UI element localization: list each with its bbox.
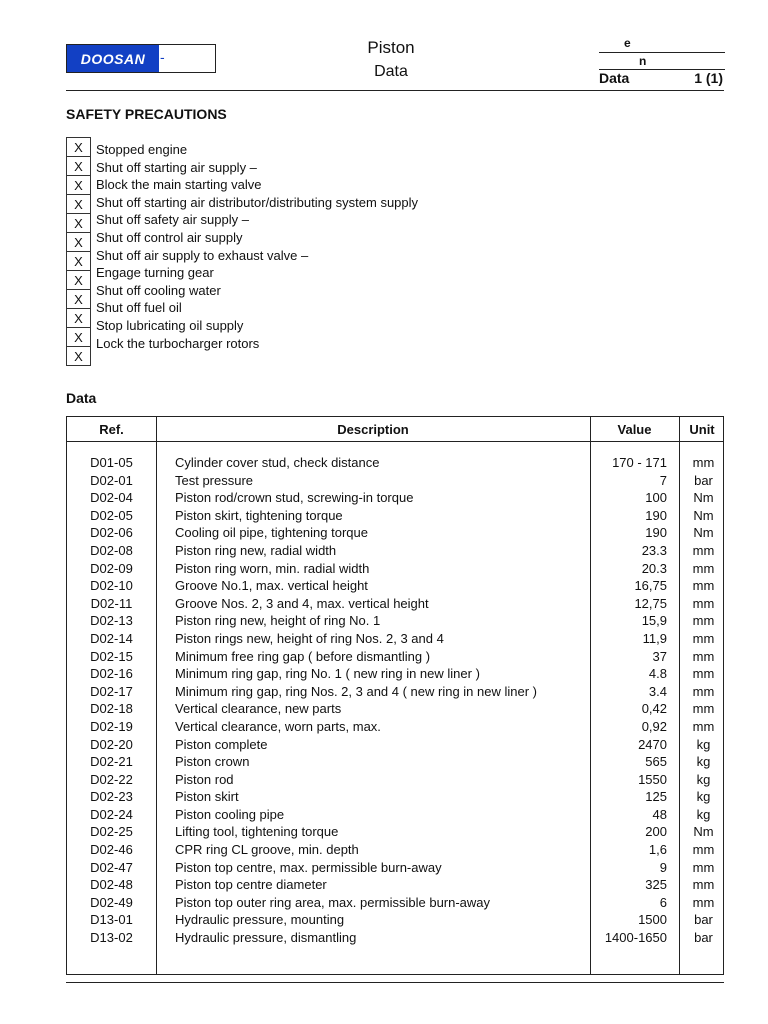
logo-text: DOOSAN (80, 50, 146, 67)
safety-checkbox-column (66, 138, 91, 366)
row-description: Piston skirt, tightening torque (175, 507, 343, 523)
row-description: Cooling oil pipe, tightening torque (175, 525, 368, 541)
row-unit: mm (692, 648, 715, 664)
row-ref: D02-06 (90, 525, 133, 541)
row-ref: D02-10 (90, 578, 133, 594)
row-ref: D02-20 (90, 736, 133, 752)
table-row (67, 595, 723, 613)
safety-list (96, 141, 418, 352)
header-rule (66, 90, 724, 91)
row-unit: mm (692, 630, 715, 646)
row-unit: mm (692, 595, 715, 611)
row-description: Piston top outer ring area, max. permissible burn-away (175, 894, 491, 910)
row-unit: mm (692, 666, 715, 682)
row-ref: D02-46 (90, 842, 133, 858)
page-title: Piston (367, 38, 415, 57)
table-row (67, 859, 723, 877)
row-value: 0,42 (641, 701, 667, 717)
row-value: 125 (645, 789, 667, 805)
row-value: 37 (652, 648, 667, 664)
header-row-divider (67, 441, 723, 442)
table-row (67, 718, 723, 736)
row-ref: D02-17 (90, 683, 133, 699)
row-value: 4.8 (648, 666, 667, 682)
row-description: Vertical clearance, worn parts, max. (175, 718, 381, 734)
row-ref: D02-13 (90, 613, 133, 629)
row-value: 3.4 (648, 683, 667, 699)
row-unit: Nm (693, 507, 714, 523)
table-row (67, 472, 723, 490)
row-ref: D13-02 (90, 930, 133, 946)
row-value: 190 (645, 525, 667, 541)
safety-item: Shut off air supply to exhaust valve – (96, 247, 309, 263)
column-header-unit: Unit (689, 422, 715, 437)
row-unit: kg (696, 754, 711, 770)
table-row (67, 929, 723, 947)
column-header-description: Description (337, 422, 409, 437)
doc-code-top: e (624, 36, 631, 50)
safety-check: X (66, 137, 91, 157)
table-row (67, 876, 723, 894)
row-description: Piston top centre diameter (175, 877, 327, 893)
table-row (67, 683, 723, 701)
row-unit: Nm (693, 824, 714, 840)
row-unit: kg (696, 736, 711, 752)
safety-item: Lock the turbocharger rotors (96, 335, 260, 351)
section-label: Data (599, 70, 630, 86)
row-unit: mm (692, 542, 715, 558)
logo-dash: - (160, 49, 165, 65)
row-value: 12,75 (634, 595, 667, 611)
row-unit: mm (692, 701, 715, 717)
row-value: 11,9 (642, 630, 667, 646)
row-description: Hydraulic pressure, mounting (175, 912, 345, 928)
table-row (67, 454, 723, 472)
row-unit: mm (692, 578, 715, 594)
row-ref: D02-16 (90, 666, 133, 682)
row-unit: bar (694, 472, 713, 488)
safety-check: X (66, 346, 91, 366)
row-ref: D02-23 (90, 789, 133, 805)
safety-check: X (66, 289, 91, 309)
logo-background (67, 45, 159, 72)
row-value: 2470 (638, 736, 667, 752)
table-row (67, 489, 723, 507)
row-unit: Nm (693, 525, 714, 541)
row-unit: mm (692, 877, 715, 893)
safety-item: Stop lubricating oil supply (96, 317, 244, 333)
row-value: 20.3 (641, 560, 667, 576)
table-body (67, 454, 723, 947)
row-description: Piston crown (175, 754, 250, 770)
row-description: Cylinder cover stud, check distance (175, 455, 380, 470)
row-description: Piston top centre, max. permissible burn-away (175, 859, 442, 875)
row-ref: D02-19 (90, 718, 133, 734)
row-unit: mm (692, 560, 715, 576)
row-unit: kg (696, 806, 711, 822)
safety-check: X (66, 251, 91, 271)
table-row (67, 771, 723, 789)
safety-item: Shut off safety air supply – (96, 212, 249, 228)
table-row (67, 542, 723, 560)
table-row (67, 577, 723, 595)
page-subtitle: Data (374, 63, 408, 80)
row-value: 200 (645, 824, 667, 840)
row-value: 1,6 (648, 842, 667, 858)
row-unit: mm (692, 842, 715, 858)
row-description: Minimum free ring gap ( before dismantling ) (175, 648, 431, 664)
row-description: Lifting tool, tightening torque (175, 824, 339, 840)
row-description: Groove Nos. 2, 3 and 4, max. vertical height (175, 595, 429, 611)
row-ref: D13-01 (90, 912, 133, 928)
row-ref: D01-05 (90, 455, 133, 470)
row-unit: mm (692, 683, 715, 699)
safety-item: Shut off starting air distributor/distributing system supply (96, 194, 419, 210)
safety-check: X (66, 213, 91, 233)
safety-item: Shut off starting air supply – (96, 159, 257, 175)
column-header-value: Value (617, 422, 652, 437)
row-ref: D02-18 (90, 701, 133, 717)
table-row (67, 665, 723, 683)
header-divider-top (599, 52, 725, 53)
row-ref: D02-15 (90, 648, 133, 664)
row-value: 9 (659, 859, 667, 875)
doc-code-bottom: n (639, 54, 647, 68)
row-description: CPR ring CL groove, min. depth (175, 842, 359, 858)
row-value: 100 (645, 490, 667, 506)
row-description: Piston ring new, height of ring No. 1 (175, 613, 381, 629)
row-ref: D02-22 (90, 771, 133, 787)
row-ref: D02-25 (90, 824, 133, 840)
data-table (66, 416, 724, 975)
row-unit: mm (692, 859, 715, 875)
row-value: 16,75 (634, 578, 667, 594)
row-description: Vertical clearance, new parts (175, 701, 342, 717)
safety-item: Shut off fuel oil (96, 300, 182, 316)
data-heading: Data (66, 390, 97, 406)
row-unit: bar (694, 930, 713, 946)
row-value: 15,9 (641, 613, 667, 629)
table-row (67, 894, 723, 912)
row-description: Hydraulic pressure, dismantling (175, 930, 357, 946)
row-description: Piston rod/crown stud, screwing-in torque (175, 490, 414, 506)
row-ref: D02-21 (90, 754, 133, 770)
row-description: Piston complete (175, 736, 268, 752)
table-row (67, 524, 723, 542)
row-ref: D02-01 (90, 472, 133, 488)
row-value: 1500 (638, 912, 667, 928)
row-ref: D02-08 (90, 542, 133, 558)
safety-item: Block the main starting valve (96, 177, 262, 193)
row-unit: mm (692, 613, 715, 629)
row-unit: kg (696, 789, 711, 805)
table-row (67, 560, 723, 578)
row-ref: D02-48 (90, 877, 133, 893)
safety-check: X (66, 327, 91, 347)
row-value: 6 (659, 894, 667, 910)
safety-item: Shut off control air supply (96, 229, 243, 245)
row-value: 0,92 (641, 718, 667, 734)
row-value: 1400-1650 (604, 930, 667, 946)
safety-check: X (66, 270, 91, 290)
row-value: 1550 (638, 771, 667, 787)
row-unit: mm (692, 718, 715, 734)
row-description: Minimum ring gap, ring Nos. 2, 3 and 4 ( new ring in new liner ) (175, 683, 537, 699)
table-row (67, 788, 723, 806)
table-row (67, 806, 723, 824)
row-unit: bar (694, 912, 713, 928)
row-description: Minimum ring gap, ring No. 1 ( new ring in new liner ) (175, 666, 480, 682)
row-ref: D02-49 (90, 894, 133, 910)
row-ref: D02-09 (90, 560, 133, 576)
page-number: 1 (1) (694, 70, 723, 86)
table-row (67, 700, 723, 718)
row-ref: D02-14 (90, 630, 133, 646)
footer-rule (66, 982, 724, 983)
row-description: Groove No.1, max. vertical height (175, 578, 368, 594)
table-row (67, 612, 723, 630)
row-description: Test pressure (175, 472, 254, 488)
safety-check: X (66, 194, 91, 214)
table-row (67, 841, 723, 859)
table-row (67, 823, 723, 841)
row-value: 7 (659, 472, 667, 488)
row-value: 170 - 171 (612, 455, 667, 470)
row-value: 565 (645, 754, 667, 770)
row-unit: Nm (693, 490, 714, 506)
row-ref: D02-24 (90, 806, 133, 822)
row-value: 48 (652, 806, 667, 822)
row-description: Piston cooling pipe (175, 806, 285, 822)
safety-check: X (66, 308, 91, 328)
row-ref: D02-05 (90, 507, 133, 523)
safety-check: X (66, 175, 91, 195)
row-value: 325 (645, 877, 667, 893)
row-ref: D02-04 (90, 490, 133, 506)
row-description: Piston ring worn, min. radial width (175, 560, 370, 576)
row-unit: mm (692, 894, 715, 910)
safety-check: X (66, 156, 91, 176)
safety-item: Stopped engine (96, 142, 188, 157)
column-header-ref: Ref. (99, 422, 124, 437)
row-description: Piston rings new, height of ring Nos. 2, 3 and 4 (175, 630, 444, 646)
row-description: Piston rod (175, 771, 234, 787)
row-description: Piston ring new, radial width (175, 542, 337, 558)
table-row (67, 911, 723, 929)
row-unit: kg (696, 771, 711, 787)
safety-check: X (66, 232, 91, 252)
safety-heading: SAFETY PRECAUTIONS (66, 106, 227, 122)
row-ref: D02-47 (90, 859, 133, 875)
row-value: 23.3 (641, 542, 667, 558)
table-row (67, 648, 723, 666)
row-value: 190 (645, 507, 667, 523)
table-row (67, 736, 723, 754)
table-row (67, 507, 723, 525)
row-unit: mm (692, 455, 715, 470)
safety-item: Engage turning gear (96, 265, 214, 281)
doosan-logo (66, 44, 216, 73)
row-ref: D02-11 (90, 595, 133, 611)
safety-item: Shut off cooling water (96, 282, 221, 298)
table-row (67, 753, 723, 771)
row-description: Piston skirt (175, 789, 239, 805)
table-row (67, 630, 723, 648)
